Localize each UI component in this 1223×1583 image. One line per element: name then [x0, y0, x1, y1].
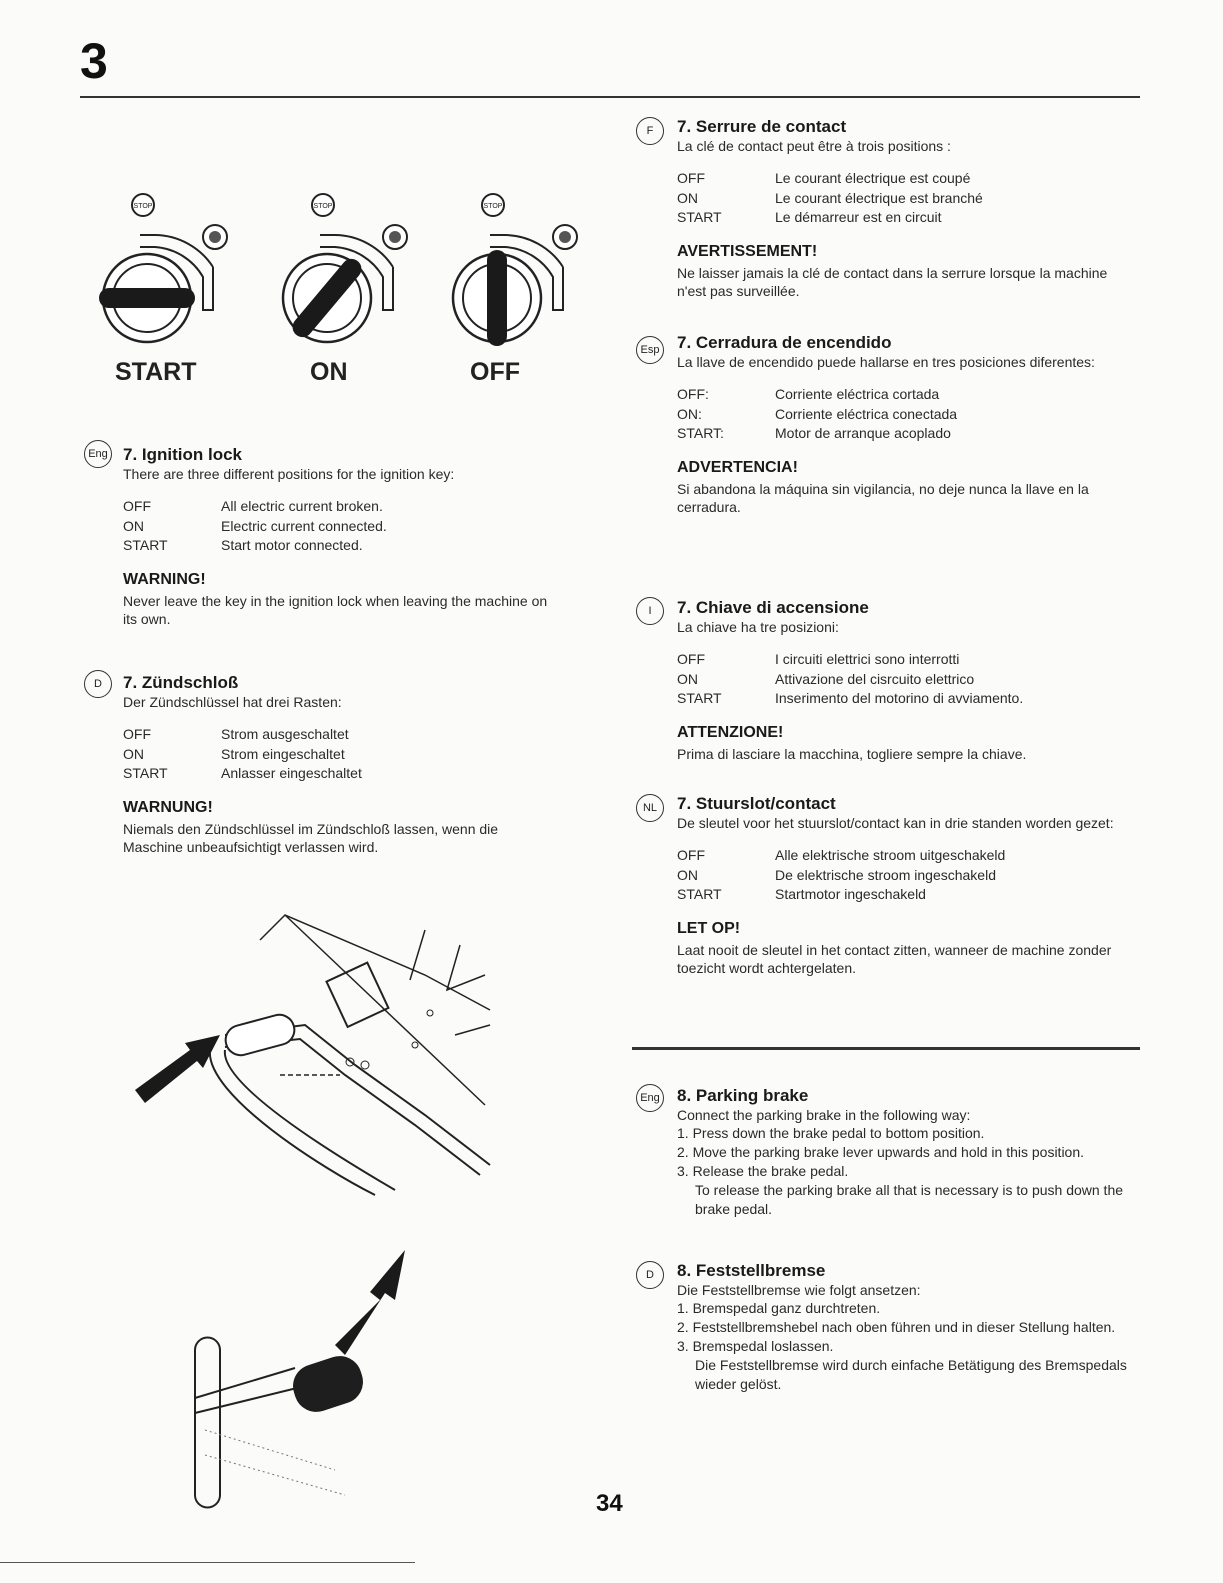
position-key: START	[677, 886, 722, 902]
position-desc: Start motor connected.	[221, 537, 363, 553]
position-desc: Electric current connected.	[221, 517, 387, 534]
position-key: START	[677, 690, 722, 706]
position-desc: Strom eingeschaltet	[221, 745, 345, 762]
warning-text: Prima di lasciare la macchina, togliere sempre la chiave.	[677, 745, 1027, 762]
position-key: ON	[677, 866, 698, 883]
warning-text: Never leave the key in the ignition lock when leaving the machine on its own.	[123, 592, 548, 627]
warning-title: WARNUNG!	[123, 798, 213, 816]
language-badge-f: F	[636, 117, 664, 145]
svg-text:STOP: STOP	[483, 203, 503, 210]
position-list	[123, 725, 553, 784]
position-desc: Anlasser eingeschaltet	[221, 765, 362, 781]
section-title: 8. Parking brake	[677, 1086, 809, 1105]
section-intro: La clé de contact peut être à trois positions :	[677, 138, 951, 154]
position-list	[677, 846, 1137, 905]
release-note: Die Feststellbremse wird durch einfache Betätigung des Bremspedals wieder gelöst.	[695, 1357, 1127, 1392]
position-key: ON	[123, 517, 144, 534]
section-intro: La llave de encendido puede hallarse en tres posiciones diferentes:	[677, 354, 1095, 370]
warning-text: Ne laisser jamais la clé de contact dans la serrure lorsque la machine n'est pas surveillée.	[677, 264, 1108, 299]
switch-start-diagram	[99, 194, 227, 342]
position-desc: Startmotor ingeschakeld	[775, 886, 926, 902]
position-desc: All electric current broken.	[221, 498, 383, 514]
warning-text: Si abandona la máquina sin vigilancia, no deje nunca la llave en la cerradura.	[677, 480, 1089, 515]
position-list	[677, 650, 1137, 709]
position-list	[677, 385, 1137, 444]
position-desc: Inserimento del motorino di avviamento.	[775, 690, 1024, 706]
section-title: 7. Serrure de contact	[677, 117, 847, 136]
svg-text:STOP: STOP	[133, 203, 153, 210]
position-key: ON	[677, 670, 698, 687]
de-ignition-section	[123, 673, 553, 856]
section-title: 7. Zündschloß	[123, 673, 239, 692]
language-badge-eng: Eng	[84, 440, 112, 468]
warning-text: Laat nooit de sleutel in het contact zitten, wanneer de machine zonder toezicht wordt achtergelaten.	[677, 941, 1112, 976]
step-item: 1. Bremspedal ganz durchtreten.	[677, 1300, 881, 1316]
position-key: START	[677, 209, 722, 225]
position-list	[677, 169, 1137, 228]
language-badge-i: I	[636, 597, 664, 625]
section-intro: Der Zündschlüssel hat drei Rasten:	[123, 694, 342, 710]
position-desc: Corriente eléctrica cortada	[775, 386, 940, 402]
chapter-number: 3	[80, 33, 106, 89]
it-ignition-section	[677, 598, 1137, 763]
eng-parking-brake-section	[677, 1086, 1137, 1219]
section-divider	[632, 1047, 1140, 1050]
arrow-icon	[135, 1035, 220, 1103]
section-intro: Connect the parking brake in the following way:	[677, 1107, 971, 1123]
start-motor-icon	[383, 225, 407, 249]
start-motor-icon	[553, 225, 577, 249]
warning-title: ATTENZIONE!	[677, 723, 784, 741]
position-desc: Attivazione del cisrcuito elettrico	[775, 670, 975, 687]
position-key: OFF	[123, 498, 151, 514]
warning-title: ADVERTENCIA!	[677, 458, 798, 476]
position-desc: I circuiti elettrici sono interrotti	[775, 651, 960, 667]
position-key: START	[123, 765, 168, 781]
stop-icon	[132, 194, 154, 216]
language-badge-esp: Esp	[636, 336, 664, 364]
language-badge-de: D	[84, 670, 112, 698]
section-title: 7. Chiave di accensione	[677, 598, 869, 617]
warning-title: AVERTISSEMENT!	[677, 242, 818, 260]
page-number: 34	[596, 1490, 623, 1517]
start-motor-icon	[203, 225, 227, 249]
position-desc: Strom ausgeschaltet	[221, 726, 349, 742]
section-intro: La chiave ha tre posizioni:	[677, 619, 839, 635]
position-desc: Alle elektrische stroom uitgeschakeld	[775, 847, 1006, 863]
stop-icon	[312, 194, 334, 216]
section-intro: Die Feststellbremse wie folgt ansetzen:	[677, 1282, 921, 1298]
switch-off-diagram	[453, 194, 577, 346]
step-item: 1. Press down the brake pedal to bottom position.	[677, 1125, 985, 1141]
nl-ignition-section	[677, 794, 1137, 977]
position-key: OFF	[677, 651, 705, 667]
language-badge-eng: Eng	[636, 1084, 664, 1112]
step-list	[677, 1124, 1137, 1181]
section-title: 7. Ignition lock	[123, 445, 243, 464]
ignition-switch-illustration	[95, 185, 595, 350]
eng-ignition-section	[123, 445, 553, 628]
arrow-icon	[335, 1250, 405, 1355]
warning-text: Niemals den Zündschlüssel im Zündschloß lassen, wenn die Maschine unbeaufsichtigt verlassen wird.	[123, 820, 499, 855]
parking-brake-lever-illustration	[125, 905, 525, 1205]
top-divider	[80, 96, 1140, 98]
step-item: 3. Release the brake pedal.	[677, 1163, 849, 1179]
position-key: START	[123, 537, 168, 553]
position-key: ON	[677, 189, 698, 206]
language-badge-nl: NL	[636, 794, 664, 822]
warning-title: WARNING!	[123, 570, 206, 588]
start-label: START	[115, 358, 197, 386]
position-desc: De elektrische stroom ingeschakeld	[775, 866, 996, 883]
fr-ignition-section	[677, 117, 1137, 300]
section-title: 7. Stuurslot/contact	[677, 794, 836, 813]
position-desc: Le courant électrique est coupé	[775, 170, 971, 186]
position-desc: Le courant électrique est branché	[775, 189, 983, 206]
de-parking-brake-section	[677, 1261, 1137, 1394]
position-key: ON	[123, 745, 144, 762]
position-desc: Motor de arranque acoplado	[775, 425, 951, 441]
position-desc: Le démarreur est en circuit	[775, 209, 942, 225]
bottom-line	[0, 1562, 415, 1563]
switch-on-diagram	[283, 194, 407, 342]
language-badge-d: D	[636, 1261, 664, 1289]
section-intro: De sleutel voor het stuurslot/contact kan in drie standen worden gezet:	[677, 815, 1114, 831]
section-intro: There are three different positions for the ignition key:	[123, 466, 455, 482]
position-desc: Corriente eléctrica conectada	[775, 405, 958, 422]
position-key: OFF	[123, 726, 151, 742]
position-key: ON:	[677, 405, 702, 422]
parking-brake-detail-illustration	[185, 1240, 425, 1510]
position-key: OFF	[677, 847, 705, 863]
step-item: 3. Bremspedal loslassen.	[677, 1338, 834, 1354]
step-item: 2. Move the parking brake lever upwards and hold in this position.	[677, 1144, 1085, 1160]
position-key: OFF:	[677, 386, 709, 402]
svg-text:STOP: STOP	[313, 203, 333, 210]
on-label: ON	[310, 358, 348, 386]
stop-icon	[482, 194, 504, 216]
release-note: To release the parking brake all that is necessary is to push down the brake pedal.	[695, 1182, 1124, 1217]
position-list	[123, 497, 553, 556]
position-key: START:	[677, 425, 724, 441]
section-title: 7. Cerradura de encendido	[677, 333, 892, 352]
section-title: 8. Feststellbremse	[677, 1261, 826, 1280]
step-item: 2. Feststellbremshebel nach oben führen und in dieser Stellung halten.	[677, 1319, 1116, 1335]
step-list	[677, 1299, 1137, 1356]
es-ignition-section	[677, 333, 1137, 516]
warning-title: LET OP!	[677, 919, 741, 937]
position-key: OFF	[677, 170, 705, 186]
off-label: OFF	[470, 358, 520, 386]
